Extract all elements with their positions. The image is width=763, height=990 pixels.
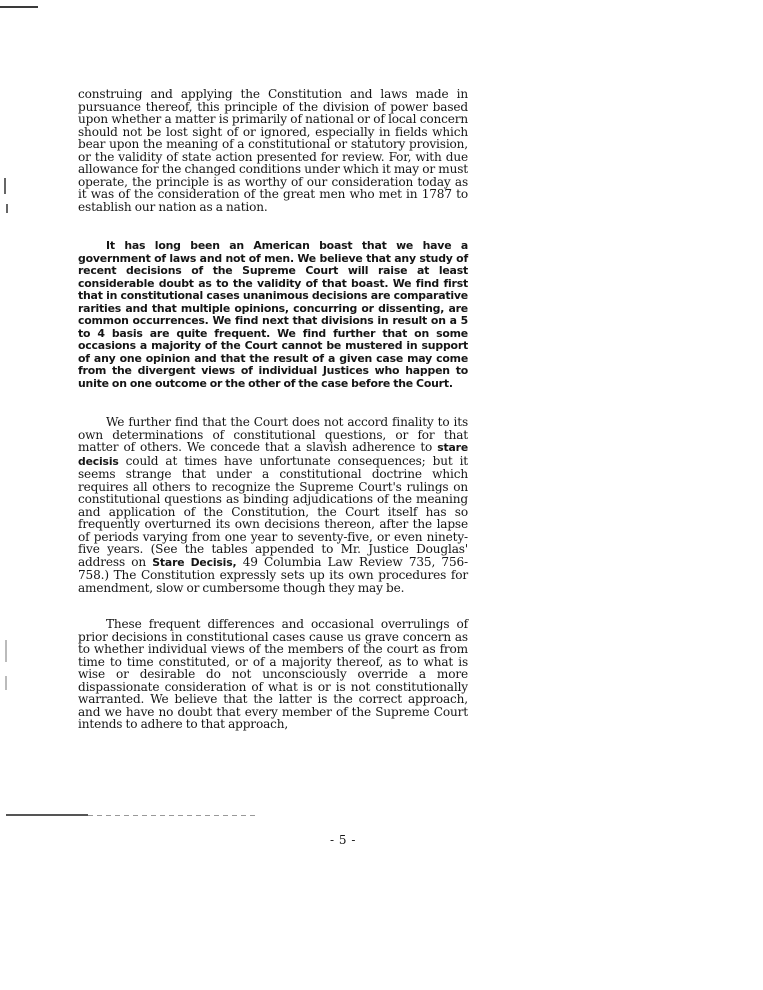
stare-decisis-term: stare decisis: [78, 441, 468, 468]
stare-decisis-citation: Stare Decisis,: [152, 555, 237, 569]
paragraph-3-text: We further find that the Court does not accord finality to its own determinations of constitutional questions, or for that matter of others. We concede that a slavish adherence to: [78, 415, 468, 454]
paragraph-3-text: 49 Columbia Law Review 735, 756-758.) The Constitution expressly sets up its own procedures for amendment, slow or cumbersome though they may be.: [78, 554, 468, 595]
scan-edge-rule-faint: [88, 815, 258, 816]
margin-speck: [5, 640, 7, 662]
scan-edge-mark: [0, 6, 38, 8]
margin-speck: [5, 676, 7, 690]
scan-edge-rule: [6, 814, 88, 816]
margin-speck: [6, 204, 8, 213]
paragraph-1: construing and applying the Constitution and laws made in pursuance thereof, this principle of the division of power based upon whether a matter is primarily of national or of local concern should not be lost sight of or ignored, especially in fields which bear upon the meaning of a constitutional or statutory provision, or the validity of state action presented for review. For, with due allowance for the changed conditions under which it may or must operate, the principle is as worthy of our consideration today as it was of the consideration of the great men who met in 1787 to establish our nation as a nation.: [78, 87, 468, 214]
paragraph-3: [78, 416, 468, 594]
paragraph-2: It has long been an American boast that we have a government of laws and not of men. We believe that any study of recent decisions of the Supreme Court will raise at least considerable doubt as to the validity of that boast. We find first that in constitutional cases unanimous decisions are comparative rarities and that multiple opinions, concurring or dissenting, are common occurrences. We find next that divisions in result on a 5 to 4 basis are quite frequent. We find further that on some occasions a majority of the Court cannot be mustered in support of any one opinion and that the result of a given case may come from the divergent views of individual Justices who happen to unite on one outcome or the other of the case before the Court.: [78, 239, 468, 390]
paragraph-4: These frequent differences and occasional overrulings of prior decisions in constitutional cases cause us grave concern as to whether individual views of the members of the court as from time to time constituted, or of a majority thereof, as to what is wise or desirable do not unconsciously override a more dispassionate consideration of what is or is not constitutionally warranted. We believe that the latter is the correct approach, and we have no doubt that every member of the Supreme Court intends to adhere to that approach,: [78, 617, 468, 731]
page-number: - 5 -: [330, 833, 356, 847]
paragraph-3-text: could at times have unfortunate consequences; but it seems strange that under a constitutional doctrine which requires all others to recognize the Supreme Court's rulings on constitutional questions as binding adjudications of the meaning and application of the Constitution, the Court itself has so frequently overturned its own decisions thereon, after the lapse of periods varying from one year to seventy-five, or even ninety-five years. (See the tables appended to Mr. Justice Douglas' address on: [78, 453, 468, 569]
margin-speck: [4, 178, 6, 194]
